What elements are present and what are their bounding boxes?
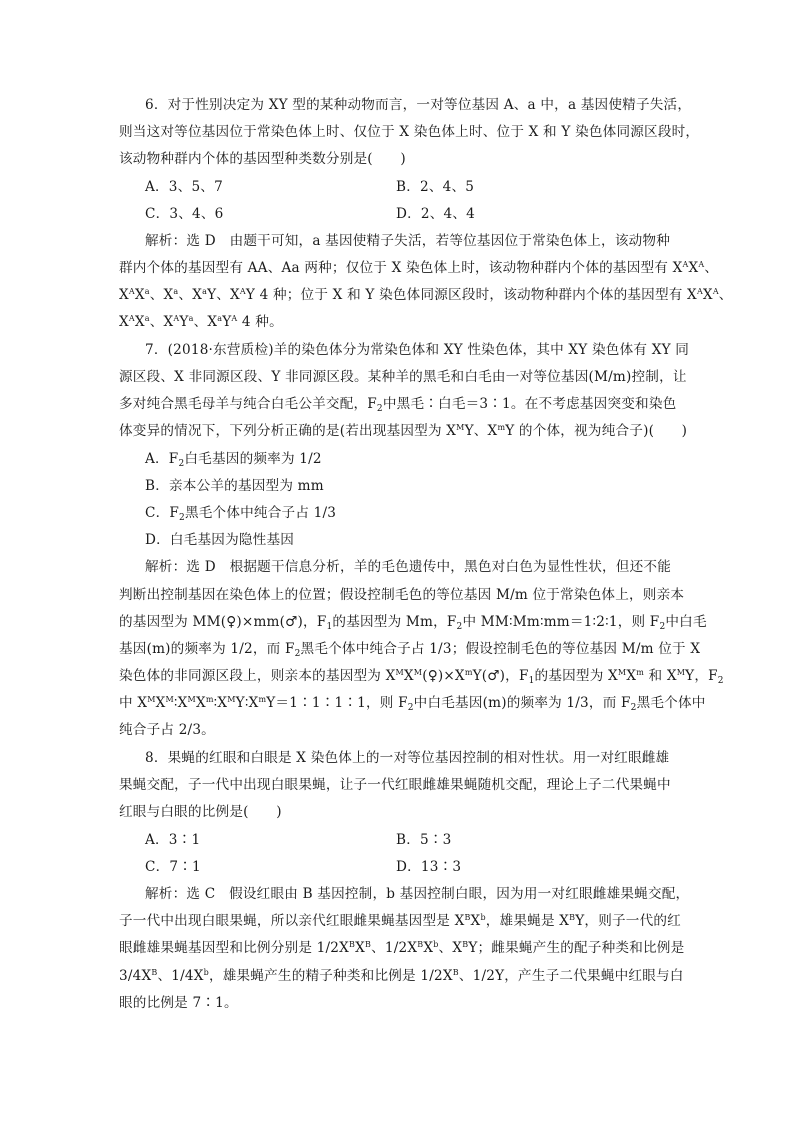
q7-explanation-line-7: 纯合子占 2/3。 — [119, 722, 215, 738]
q6-explanation-line-4: $X^AX^a$、$X^AY^a$、$X^aY^A$ 4 种。 — [119, 314, 283, 330]
q7-explanation-line-3: 的基因型为 MM(♀)×mm(♂)，$F_1$的基因型为 Mm，$F_2$中 MM∶Mm∶mm＝1∶2∶1，则 $F_2$中白毛 — [119, 614, 707, 632]
q6-option-d: D．2、4、4 — [396, 206, 476, 222]
q7-explanation-line-5: 染色体的非同源区段上，则亲本的基因型为 $X^MX^M(♀)\times X^mY(♂)$，$F_1$的基因型为 $X^MX^m$ 和 $X^MY$，$F_2$ — [119, 668, 724, 686]
q6-option-a: A．3、5、7 — [145, 179, 223, 195]
q8-option-b: B．5∶3 — [396, 832, 452, 848]
q6-option-b: B．2、4、5 — [396, 179, 475, 195]
q6-option-c: C．3、4、6 — [145, 206, 224, 222]
q8-stem-line-3: 红眼与白眼的比例是( ) — [119, 804, 282, 820]
q8-explanation-line-5: 眼的比例是 7∶1。 — [119, 995, 238, 1011]
q7-stem-line-4: 体变异的情况下，下列分析正确的是(若出现基因型为 $X^MY$、$X^mY$ 的个体，视为纯合子)( ) — [119, 423, 688, 439]
q7-option-d: D．白毛基因为隐性基因 — [145, 532, 295, 548]
q7-explanation-line-6: 中 $X^MX^M∶X^MX^m∶X^MY∶X^mY=1∶1∶1∶1$，则 $F_2$中白毛基因(m)的频率为 1/3，而 $F_2$黑毛个体中 — [119, 695, 706, 713]
q7-option-a: A．$F_2$白毛基因的频率为 1/2 — [145, 451, 322, 469]
q7-stem-line-2: 源区段、X 非同源区段、Y 非同源区段。某种羊的黑毛和白毛由一对等位基因(M/m)控制，让 — [119, 369, 687, 385]
q7-explanation-line-4: 基因(m)的频率为 1/2，而 $F_2$黑毛个体中纯合子占 1/3；假设控制毛色的等位基因 M/m 位于 X — [119, 641, 701, 659]
q6-stem-line-2: 则当这对等位基因位于常染色体上时、仅位于 X 染色体上时、位于 X 和 Y 染色体同源区段时， — [119, 124, 700, 140]
q7-stem-line-3: 多对纯合黑毛母羊与纯合白毛公羊交配，$F_2$中黑毛∶白毛＝3∶1。在不考虑基因突变和染色 — [119, 396, 677, 414]
q7-option-b: B．亲本公羊的基因型为 mm — [145, 478, 324, 494]
q8-explanation-line-1: 解析：选 C 假设红眼由 B 基因控制，b 基因控制白眼，因为用一对红眼雌雄果蝇交配， — [145, 886, 690, 902]
q8-explanation-line-4: $3/4X^B$、$1/4X^b$，雄果蝇产生的精子种类和比例是 $1/2X^B$、1/2Y，产生子二代果蝇中红眼与白 — [119, 968, 684, 984]
q8-option-d: D．13∶3 — [396, 859, 462, 875]
q7-explanation-line-1: 解析：选 D 根据题干信息分析，羊的毛色遗传中，黑色对白色为显性性状，但还不能 — [145, 559, 671, 575]
q6-stem-line-1: 6．对于性别决定为 XY 型的某种动物而言，一对等位基因 A、a 中，a 基因使精子失活， — [145, 97, 692, 113]
q6-explanation-line-1: 解析：选 D 由题干可知，a 基因使精子失活，若等位基因位于常染色体上，该动物种 — [145, 233, 671, 249]
q8-option-c: C．7∶1 — [145, 859, 201, 875]
q8-explanation-line-2: 子一代中出现白眼果蝇，所以亲代红眼雌果蝇基因型是 $X^BX^b$，雄果蝇是 $X^BY$，则子一代的红 — [119, 913, 681, 929]
q6-explanation-line-2: 群内个体的基因型有 AA、Aa 两种；仅位于 X 染色体上时，该动物种群内个体的基因型有 $X^AX^A$、 — [119, 260, 719, 276]
q6-stem-line-3: 该动物种群内个体的基因型种类数分别是( ) — [119, 151, 406, 167]
q6-explanation-line-3: $X^AX^a$、$X^a$、$X^aY$、$X^AY$ 4 种；位于 X 和 Y 染色体同源区段时，该动物种群内个体的基因型有 $X^AX^A$、 — [119, 287, 733, 303]
q7-stem-line-1: 7．(2018·东营质检)羊的染色体分为常染色体和 XY 性染色体，其中 XY 染色体有 XY 同 — [145, 342, 690, 358]
q7-explanation-line-2: 判断出控制基因在染色体上的位置；假设控制毛色的等位基因 M/m 位于常染色体上，则亲本 — [119, 587, 685, 603]
q8-stem-line-2: 果蝇交配，子一代中出现白眼果蝇，让子一代红眼雌雄果蝇随机交配，理论上子二代果蝇中 — [119, 777, 671, 793]
q8-explanation-line-3: 眼雌雄果蝇基因型和比例分别是 $1/2X^BX^B$、$1/2X^BX^b$、$X^BY$；雌果蝇产生的配子种类和比例是 — [119, 940, 685, 956]
q8-stem-line-1: 8．果蝇的红眼和白眼是 X 染色体上的一对等位基因控制的相对性状。用一对红眼雌雄 — [145, 750, 670, 766]
q8-option-a: A．3∶1 — [145, 832, 201, 848]
q7-option-c: C．$F_2$黑毛个体中纯合子占 1/3 — [145, 505, 337, 523]
